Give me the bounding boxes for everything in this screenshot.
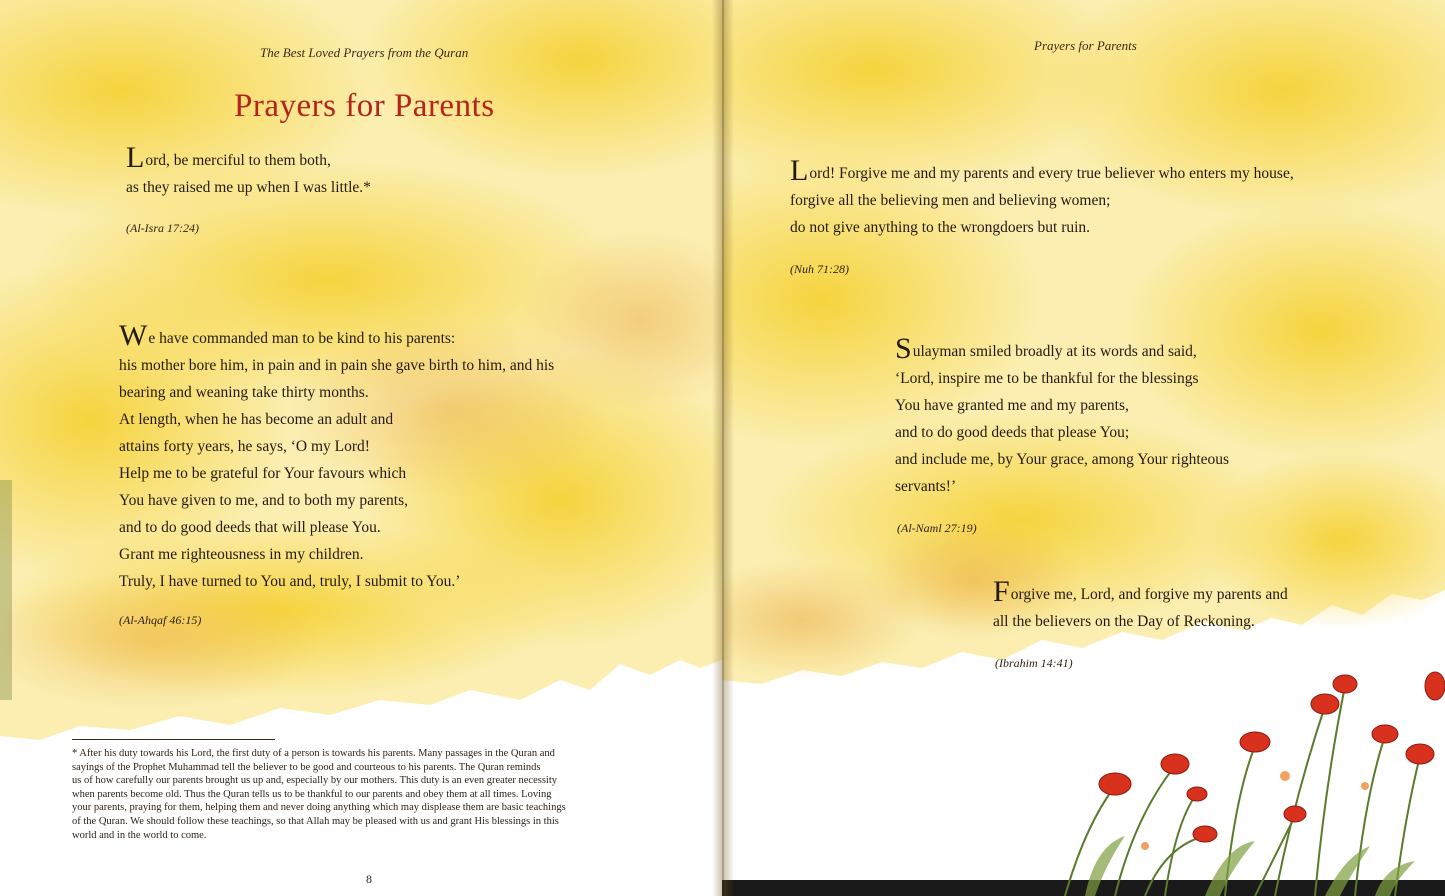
verse-line: orgive me, Lord, and forgive my parents and: [1010, 586, 1288, 603]
verse-line: ulayman smiled broadly at its words and said,: [912, 343, 1197, 360]
drop-cap: L: [790, 154, 809, 187]
reference-nuh: (Nuh 71:28): [790, 262, 849, 276]
running-header-left: The Best Loved Prayers from the Quran: [260, 45, 469, 60]
prayer-al-isra: [126, 141, 371, 201]
verse-line: all the believers on the Day of Reckoning.: [993, 613, 1255, 630]
footnote: [72, 747, 672, 842]
prayer-al-ahqaf: [119, 319, 555, 595]
footnote-line: of the Quran. We should follow these teachings, so that Allah may be pleased with us and grant His blessings in this: [72, 815, 559, 827]
verse-line: servants!’: [895, 478, 957, 495]
reference-al-ahqaf: (Al-Ahqaf 46:15): [119, 613, 202, 627]
page-number: 8: [366, 872, 372, 886]
drop-cap: F: [993, 575, 1010, 608]
footnote-line: sayings of the Prophet Muhammad tell the believer to be good and courteous to his parents. The Quran reminds: [72, 761, 541, 773]
verse-line: ord, be merciful to them both,: [145, 152, 331, 169]
verse-line: and to do good deeds that please You;: [895, 424, 1130, 441]
verse-line: You have given to me, and to both my parents,: [119, 492, 409, 509]
verse-line: his mother bore him, in pain and in pain she gave birth to him, and his: [119, 357, 555, 374]
verse-line: and include me, by Your grace, among Your righteous: [895, 451, 1230, 468]
prayer-nuh: [790, 154, 1294, 241]
reference-ibrahim: (Ibrahim 14:41): [995, 656, 1073, 670]
footnote-line: your parents, praying for them, helping them and never doing anything which may displease them are basic teachings: [72, 802, 566, 814]
drop-cap: S: [895, 332, 912, 365]
footnote-line: when parents become old. Thus the Quran tells us to be thankful to our parents and obey them at all times. Loving: [72, 788, 552, 800]
verse-line: forgive all the believing men and believing women;: [790, 192, 1111, 209]
reference-al-isra: (Al-Isra 17:24): [126, 221, 199, 235]
footnote-line: us of how carefully our parents brought us up and, especially by our mothers. This duty is an even greater necessity: [72, 775, 558, 787]
verse-line: as they raised me up when I was little.*: [126, 179, 371, 196]
verse-line: bearing and weaning take thirty months.: [119, 384, 369, 401]
verse-line: e have commanded man to be kind to his parents:: [148, 330, 456, 347]
verse-line: ord! Forgive me and my parents and every true believer who enters my house,: [809, 165, 1294, 182]
verse-line: do not give anything to the wrongdoers but ruin.: [790, 219, 1091, 236]
footnote-line: * After his duty towards his Lord, the first duty of a person is towards his parents. Many passages in the Quran and: [72, 748, 555, 759]
drop-cap: W: [119, 319, 148, 352]
footnote-rule: [72, 739, 275, 740]
verse-line: ‘Lord, inspire me to be thankful for the blessings: [895, 370, 1199, 387]
flower-illustration: [1025, 646, 1445, 896]
prayer-al-naml: [895, 332, 1230, 500]
page-title: Prayers for Parents: [234, 88, 495, 124]
book-spine: [712, 0, 734, 896]
verse-line: and to do good deeds that will please You.: [119, 519, 381, 536]
verse-line: You have granted me and my parents,: [895, 397, 1129, 414]
right-page: [722, 0, 1445, 896]
left-page: [0, 0, 722, 896]
verse-line: Truly, I have turned to You and, truly, I submit to You.’: [119, 573, 461, 590]
prayer-ibrahim: [993, 575, 1288, 635]
verse-line: Help me to be grateful for Your favours which: [119, 465, 407, 482]
verse-line: attains forty years, he says, ‘O my Lord!: [119, 438, 370, 455]
reference-al-naml: (Al-Naml 27:19): [897, 521, 977, 535]
verse-line: At length, when he has become an adult and: [119, 411, 394, 428]
running-header-right: Prayers for Parents: [1034, 38, 1137, 53]
verse-line: Grant me righteousness in my children.: [119, 546, 364, 563]
drop-cap: L: [126, 141, 145, 174]
footnote-line: world and in the world to come.: [72, 829, 207, 841]
